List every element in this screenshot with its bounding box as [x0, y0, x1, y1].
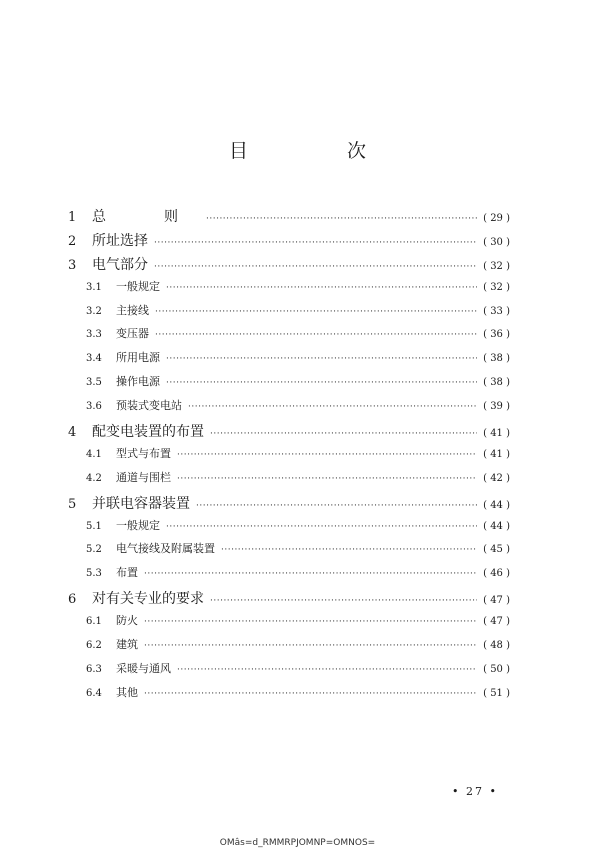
dot-leader: [144, 689, 477, 699]
toc-entry-page: ( 30 ): [483, 236, 510, 248]
dot-leader: [188, 402, 477, 412]
toc-entry-number: 4: [68, 425, 77, 441]
dot-leader: [206, 214, 477, 224]
toc-entry-title: 总 则: [92, 209, 200, 225]
toc-entry-number: 3.3: [86, 329, 102, 341]
toc-entry[interactable]: [68, 325, 510, 349]
toc-entry-page: ( 44 ): [483, 520, 510, 532]
toc-entry-page: ( 38 ): [483, 377, 510, 389]
toc-entry-number: 4.2: [86, 472, 102, 484]
toc-entry-page: ( 38 ): [483, 353, 510, 365]
toc-entry-title: 配变电装置的布置: [92, 424, 204, 441]
dot-leader: [166, 283, 477, 293]
toc-entry-page: ( 47 ): [483, 595, 510, 607]
toc-entry-title: 建筑: [116, 638, 138, 652]
toc-entry[interactable]: [68, 540, 510, 564]
table-of-contents: [68, 206, 510, 708]
page-number: • 27 •: [452, 785, 498, 798]
toc-entry-page: ( 29 ): [483, 213, 510, 224]
footer-code: OMâs=d_RMMRPJOMNP=OMNOS=: [219, 838, 376, 848]
dot-leader: [177, 474, 477, 484]
dot-leader: [210, 596, 477, 606]
toc-entry[interactable]: [68, 445, 510, 469]
toc-entry-page: ( 32 ): [483, 281, 510, 293]
toc-entry-page: ( 42 ): [483, 472, 510, 484]
toc-entry-number: 3.2: [86, 305, 102, 317]
toc-entry-page: ( 41 ): [483, 448, 510, 460]
toc-entry[interactable]: [68, 349, 510, 373]
page-title: 目 次: [228, 140, 406, 162]
toc-entry-number: 6.2: [86, 640, 102, 652]
toc-entry-number: 1: [68, 210, 77, 225]
toc-entry-title: 电气接线及附属装置: [116, 542, 215, 556]
toc-entry[interactable]: [68, 493, 510, 517]
toc-entry-page: ( 50 ): [483, 663, 510, 675]
toc-entry-page: ( 44 ): [483, 499, 510, 511]
toc-entry-number: 6.4: [86, 687, 102, 699]
dot-leader: [144, 641, 477, 651]
toc-entry-number: 3.5: [86, 377, 102, 389]
toc-entry-page: ( 47 ): [483, 616, 510, 628]
dot-leader: [144, 617, 477, 627]
toc-entry-number: 3.1: [86, 281, 102, 293]
toc-entry-title: 操作电源: [116, 375, 160, 389]
dot-leader: [210, 429, 477, 439]
toc-entry-number: 5.3: [86, 568, 102, 580]
toc-entry-title: 防火: [116, 614, 138, 628]
toc-entry[interactable]: [68, 206, 510, 230]
toc-entry-page: ( 45 ): [483, 544, 510, 556]
toc-entry-title: 变压器: [116, 327, 149, 341]
toc-entry-title: 一般规定: [116, 518, 160, 532]
dot-leader: [166, 378, 477, 388]
toc-entry-title: 所址选择: [92, 232, 148, 249]
dot-leader: [155, 307, 477, 317]
toc-entry[interactable]: [68, 278, 510, 302]
toc-entry-title: 采暖与通风: [116, 661, 171, 675]
toc-entry[interactable]: [68, 517, 510, 541]
toc-entry-number: 6: [68, 592, 77, 608]
toc-entry-page: ( 36 ): [483, 329, 510, 341]
toc-entry-number: 6.1: [86, 616, 102, 628]
toc-entry-title: 其他: [116, 685, 138, 699]
toc-entry-title: 主接线: [116, 303, 149, 317]
toc-entry-page: ( 48 ): [483, 640, 510, 652]
dot-leader: [155, 330, 477, 340]
toc-entry-page: ( 39 ): [483, 401, 510, 413]
toc-entry[interactable]: [68, 588, 510, 612]
toc-entry[interactable]: [68, 397, 510, 421]
toc-entry[interactable]: [68, 373, 510, 397]
toc-entry-title: 布置: [116, 566, 138, 580]
toc-entry-title: 一般规定: [116, 279, 160, 293]
toc-entry-number: 3: [68, 257, 77, 273]
toc-entry[interactable]: [68, 469, 510, 493]
toc-entry-title: 对有关专业的要求: [92, 591, 204, 608]
toc-entry-page: ( 41 ): [483, 428, 510, 440]
dot-leader: [177, 665, 477, 675]
toc-entry-number: 2: [68, 233, 77, 249]
toc-entry-number: 5.1: [86, 520, 102, 532]
toc-entry-number: 6.3: [86, 663, 102, 675]
toc-entry-number: 3.4: [86, 353, 102, 365]
toc-entry-title: 电气部分: [92, 256, 148, 273]
dot-leader: [154, 238, 477, 248]
toc-entry-page: ( 51 ): [483, 687, 510, 699]
toc-entry[interactable]: [68, 564, 510, 588]
dot-leader: [154, 262, 477, 272]
dot-leader: [144, 569, 477, 579]
toc-entry-number: 4.1: [86, 448, 102, 460]
toc-entry-title: 型式与布置: [116, 446, 171, 460]
toc-entry-title: 通道与围栏: [116, 470, 171, 484]
toc-entry[interactable]: [68, 660, 510, 684]
dot-leader: [166, 522, 477, 532]
toc-entry[interactable]: [68, 612, 510, 636]
dot-leader: [177, 450, 477, 460]
toc-entry-title: 预装式变电站: [116, 399, 182, 413]
dot-leader: [221, 545, 477, 555]
toc-entry[interactable]: [68, 421, 510, 445]
toc-entry[interactable]: [68, 636, 510, 660]
toc-entry-title: 并联电容器装置: [92, 495, 190, 512]
toc-entry[interactable]: [68, 302, 510, 326]
toc-entry[interactable]: [68, 230, 510, 254]
dot-leader: [166, 354, 477, 364]
toc-entry-page: ( 46 ): [483, 568, 510, 580]
toc-entry[interactable]: [68, 254, 510, 278]
toc-entry-number: 5.2: [86, 544, 102, 556]
toc-entry-page: ( 32 ): [483, 260, 510, 272]
toc-entry[interactable]: [68, 684, 510, 708]
dot-leader: [196, 501, 477, 511]
toc-entry-page: ( 33 ): [483, 305, 510, 317]
toc-entry-number: 5: [68, 496, 77, 512]
toc-entry-title: 所用电源: [116, 351, 160, 365]
toc-entry-number: 3.6: [86, 401, 102, 413]
